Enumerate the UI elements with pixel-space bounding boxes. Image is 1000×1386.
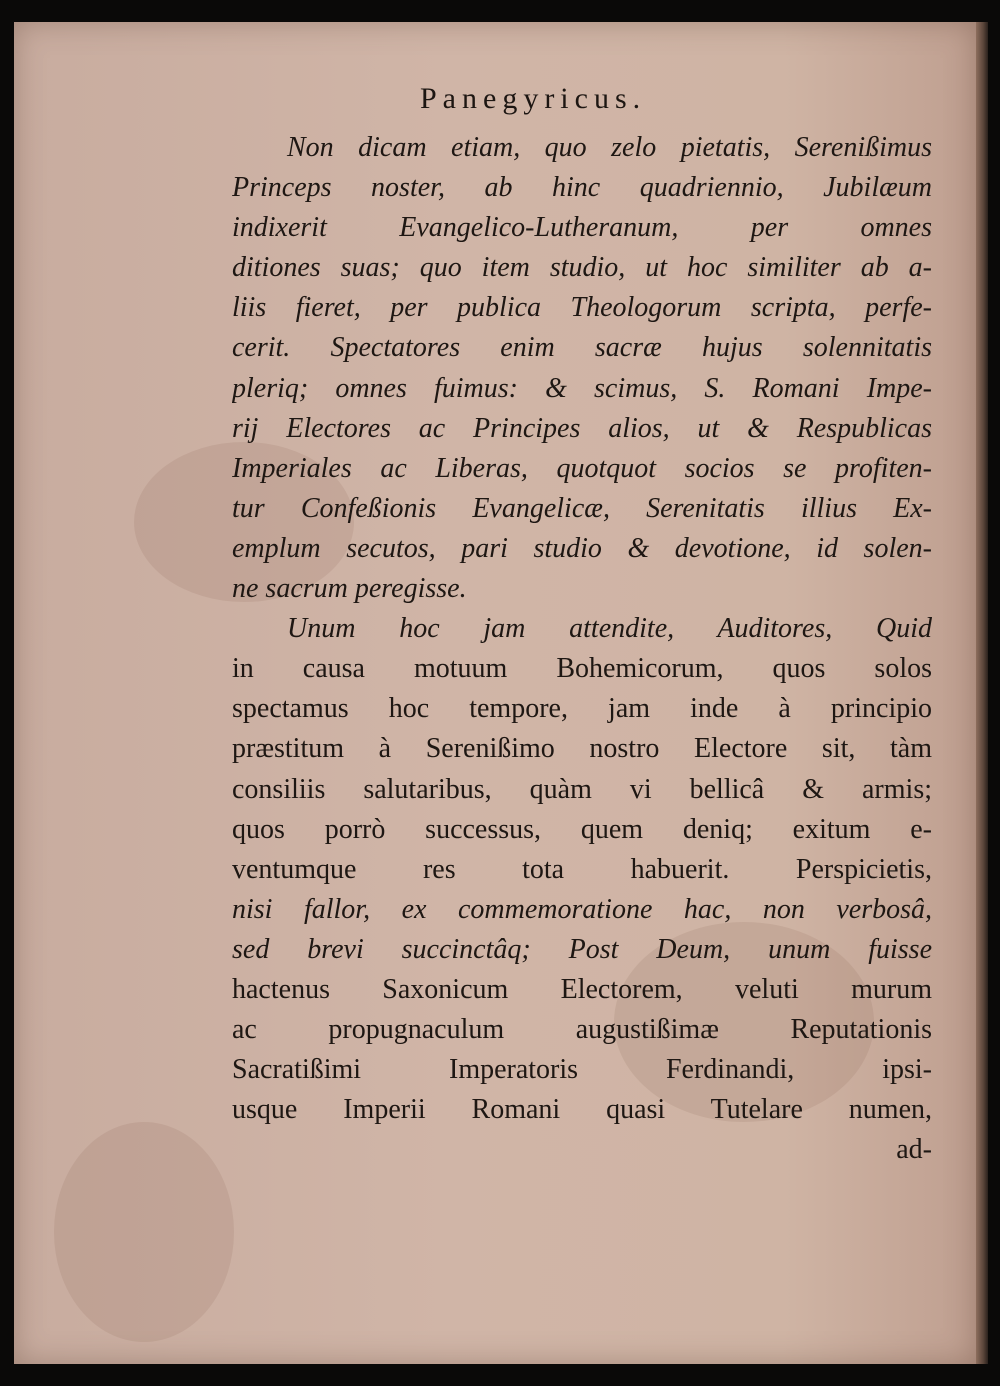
text-line: ne sacrum peregisse.: [232, 573, 467, 605]
text-line: Unum hoc jam attendite, Auditores, Quid: [287, 613, 932, 645]
page-edge: [976, 22, 988, 1364]
text-line: cerit. Spectatores enim sacræ hujus solennitatis: [232, 332, 932, 364]
text-line: Non dicam etiam, quo zelo pietatis, Serenißimus: [287, 132, 932, 163]
text-line: præstitum à Serenißimo nostro Electore sit, tàm: [232, 733, 932, 765]
text-line: in causa motuum Bohemicorum, quos solos: [232, 653, 932, 685]
text-line: quos porrò successus, quem deniq; exitum e-: [232, 813, 932, 845]
text-line: spectamus hoc tempore, jam inde à principio: [232, 693, 932, 725]
text-line: indixerit Evangelico-Lutheranum, per omnes: [232, 212, 932, 244]
text-line: liis fieret, per publica Theologorum scripta, perfe-: [232, 292, 932, 324]
text-line: ad-: [896, 1134, 932, 1166]
text-line: ac propugnaculum augustißimæ Reputationis: [232, 1014, 932, 1046]
text-line: ventumque res tota habuerit. Perspicietis,: [232, 853, 932, 885]
text-line: emplum secutos, pari studio & devotione, id solen-: [232, 532, 932, 564]
text-line: hactenus Saxonicum Electorem, veluti murum: [232, 973, 932, 1005]
text-line: Sacratißimi Imperatoris Ferdinandi, ipsi-: [232, 1054, 932, 1086]
body-text: [232, 128, 932, 1170]
text-line: nisi fallor, ex commemoratione hac, non verbosâ,: [232, 893, 932, 925]
text-line: Princeps noster, ab hinc quadriennio, Jubilæum: [232, 172, 932, 204]
text-line: ditiones suas; quo item studio, ut hoc similiter ab a-: [232, 252, 932, 284]
running-head: Panegyricus.: [420, 82, 647, 115]
paper-stain: [54, 1122, 234, 1342]
text-line: Imperiales ac Liberas, quotquot socios se profiten-: [232, 452, 932, 484]
text-line: rij Electores ac Principes alios, ut & Respublicas: [232, 412, 932, 444]
text-line: pleriq; omnes fuimus: & scimus, S. Romani Impe-: [232, 372, 932, 404]
text-line: sed brevi succinctâq; Post Deum, unum fuisse: [232, 933, 932, 965]
text-line: usque Imperii Romani quasi Tutelare numen,: [232, 1094, 932, 1126]
text-line: tur Confeßionis Evangelicæ, Serenitatis illius Ex-: [232, 492, 932, 524]
text-line: consiliis salutaribus, quàm vi bellicâ & armis;: [232, 773, 932, 805]
